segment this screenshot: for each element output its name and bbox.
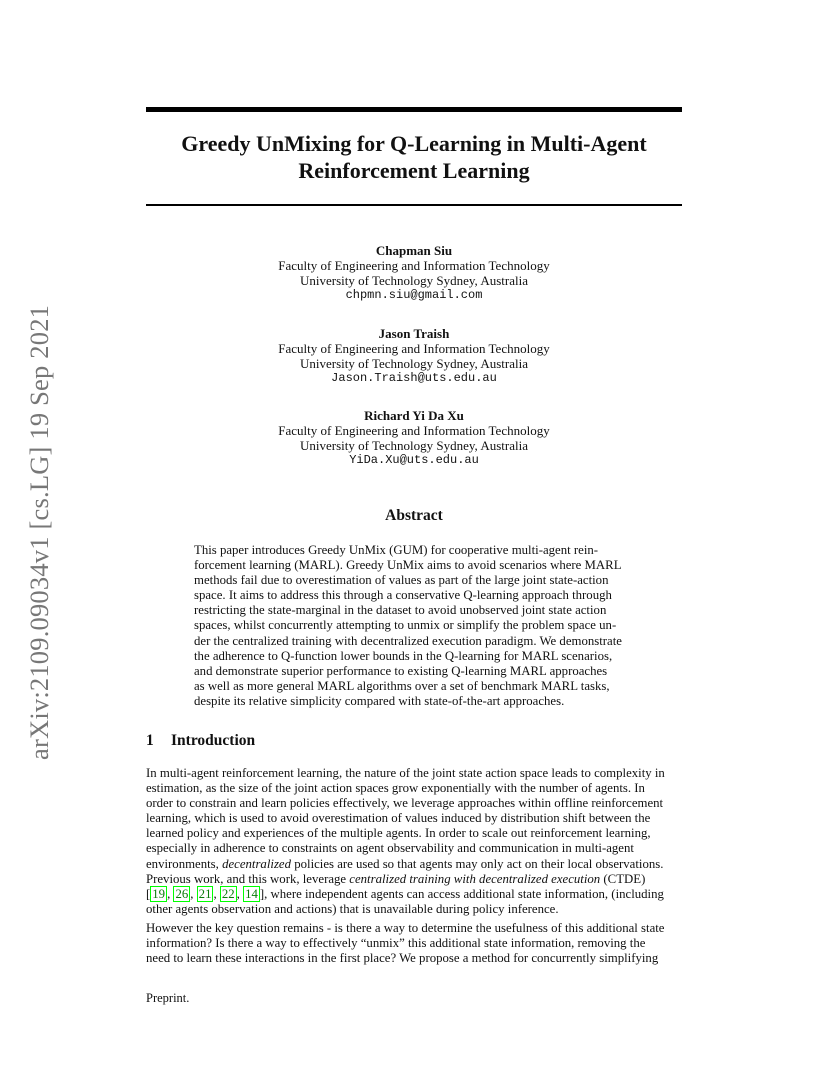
- abstract-line: as well as more general MARL algorithms over a set of benchmark MARL tasks,: [194, 678, 610, 693]
- paragraph-line: learning, which is used to avoid overestimation of values induced by distribution shift between the: [146, 811, 651, 826]
- section-title: Introduction: [171, 732, 256, 749]
- title-line-1: Greedy UnMixing for Q-Learning in Multi-Agent: [181, 131, 647, 156]
- text-run: Previous work, and this work, leverage: [146, 871, 350, 886]
- paragraph-line: especially in adherence to constraints on agent observability and communication in multi-agent: [146, 841, 634, 856]
- paragraph-line: [ 19 , 26 , 21 , 22 , 14 ], where independent agents can access additional state information, (including: [146, 886, 664, 901]
- intro-paragraph-2: [146, 921, 682, 966]
- abstract-line: spaces, whilst concurrently attempting to unmix or simplify the problem space un-: [194, 618, 617, 633]
- text-run: environments,: [146, 856, 223, 871]
- author-university: University of Technology Sydney, Australia: [299, 273, 528, 288]
- author-faculty: Faculty of Engineering and Information Technology: [278, 423, 550, 438]
- paragraph-line: In multi-agent reinforcement learning, the nature of the joint state action space leads to complexity in: [146, 766, 665, 780]
- text-run: (CTDE): [600, 871, 646, 886]
- abstract-line: methods fail due to overestimation of values as part of the large joint state-action: [194, 573, 609, 588]
- author-block-2: [146, 326, 682, 386]
- abstract-body: [194, 543, 634, 709]
- paragraph-line: learned policy and experiences of the multiple agents. In order to scale out reinforcement learning,: [146, 826, 651, 841]
- emphasis-ctde: centralized training with decentralized execution: [349, 871, 601, 886]
- abstract-line: despite its relative simplicity compared with state-of-the-art approaches.: [194, 693, 565, 708]
- citation-link[interactable]: 21: [198, 886, 212, 901]
- arxiv-identifier-stamp: arXiv:2109.09034v1 [cs.LG] 19 Sep 2021: [24, 304, 54, 760]
- author-university: University of Technology Sydney, Australia: [299, 438, 528, 453]
- section-number: 1: [146, 732, 154, 749]
- title-line-2: Reinforcement Learning: [298, 158, 530, 183]
- author-faculty: Faculty of Engineering and Information Technology: [278, 341, 550, 356]
- abstract-line: space. It aims to address this through a conservative Q-learning approach through: [194, 588, 612, 603]
- paragraph-line: order to constrain and learn policies effectively, we leverage approaches within offline reinforcement: [146, 796, 664, 811]
- author-email[interactable]: YiDa.Xu@uts.edu.au: [349, 453, 479, 467]
- paragraph-line: [146, 857, 682, 872]
- citation-link[interactable]: 19: [152, 886, 166, 901]
- paragraph-line: However the key question remains - is there a way to determine the usefulness of this additional state: [146, 921, 665, 935]
- paragraph-line: information? Is there a way to effectively “unmix” this additional state information, removing the: [146, 936, 646, 951]
- paragraph-line: [146, 872, 682, 887]
- abstract-line: and demonstrate superior performance to existing Q-learning MARL approaches: [194, 663, 608, 678]
- citation-link[interactable]: 26: [175, 886, 189, 901]
- author-university: University of Technology Sydney, Australia: [299, 356, 528, 371]
- abstract-line: the adherence to Q-function lower bounds in the Q-learning for MARL scenarios,: [194, 648, 613, 663]
- footer-preprint-note: Preprint.: [146, 991, 190, 1005]
- abstract-line: forcement learning (MARL). Greedy UnMix aims to avoid scenarios where MARL: [194, 558, 622, 573]
- author-name: Jason Traish: [378, 326, 450, 341]
- author-block-3: [146, 408, 682, 468]
- paragraph-line: need to learn these interactions in the first place? We propose a method for concurrently simplifying: [146, 951, 659, 966]
- paper-title: [146, 130, 682, 184]
- section-heading-introduction: [146, 732, 255, 750]
- citation-link[interactable]: 14: [245, 886, 258, 901]
- author-name: Richard Yi Da Xu: [364, 408, 464, 423]
- author-email[interactable]: chpmn.siu@gmail.com: [345, 288, 483, 302]
- abstract-line: der the centralized training with decentralized execution paradigm. We demonstrate: [194, 633, 622, 648]
- author-faculty: Faculty of Engineering and Information Technology: [278, 258, 550, 273]
- paragraph-line: other agents observation and actions) that is unavailable during policy inference.: [146, 901, 559, 916]
- text-run: , where independent agents can access additional state information, (including: [264, 886, 664, 901]
- title-top-rule: [146, 107, 682, 112]
- intro-paragraph-1: [146, 766, 682, 917]
- title-bottom-rule: [146, 204, 682, 206]
- abstract-heading: Abstract: [385, 507, 443, 524]
- author-email[interactable]: Jason.Traish@uts.edu.au: [331, 371, 497, 385]
- author-block-1: [146, 243, 682, 303]
- abstract-line: This paper introduces Greedy UnMix (GUM) for cooperative multi-agent rein-: [194, 543, 599, 557]
- citation-link[interactable]: 22: [221, 886, 235, 901]
- author-name: Chapman Siu: [375, 243, 453, 258]
- paragraph-line: estimation, as the size of the joint action spaces grow exponentially with the number of agents. In: [146, 781, 645, 796]
- emphasis-decentralized: decentralized: [222, 856, 292, 871]
- text-run: policies are used so that agents may only act on their local observations.: [291, 856, 664, 871]
- abstract-line: restricting the state-marginal in the dataset to avoid unobserved joint state action: [194, 603, 607, 618]
